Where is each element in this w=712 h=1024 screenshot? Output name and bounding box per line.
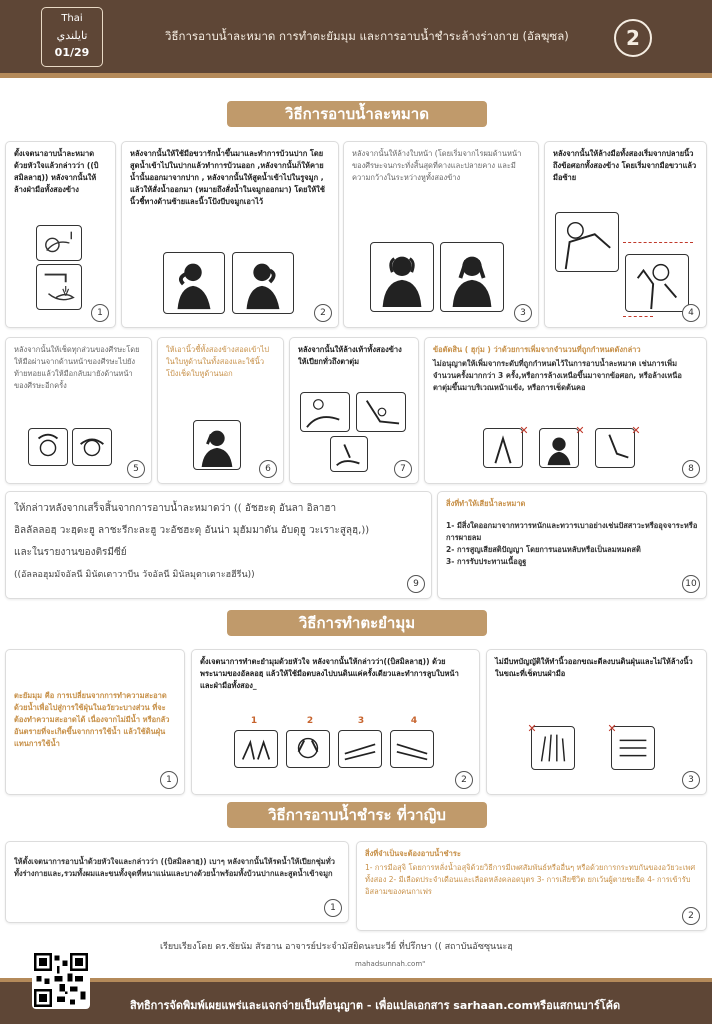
direction-arrow-icon	[623, 242, 693, 243]
direction-arrow-bottom-icon	[623, 316, 653, 317]
foot-washing-side-illustration-icon	[356, 392, 406, 432]
nullifiers-number: 10	[682, 575, 700, 593]
wudu-step-4-text: หลังจากนั้นให้ล้างมือทั้งสองเริ่มจากปลายนิ้วถึงข้อศอกทั้งสองข้าง โดยเริ่มจากมือขวาแล้วมือซ้าย	[553, 149, 697, 182]
wudu-step-7-text: หลังจากนั้นให้ล้างเท้าทั้งสองข้างให้เปียกทั่วถึงตาตุ่ม	[298, 345, 402, 366]
ear-wiping-illustration-icon	[193, 420, 241, 470]
header-accent-line	[0, 73, 712, 78]
ghusl-obligations-card	[356, 841, 707, 931]
tayammum-definition-number: 1	[160, 771, 178, 789]
tayammum-method-number: 2	[455, 771, 473, 789]
head-wiping-back-illustration-icon	[72, 428, 112, 466]
nose-rinsing-illustration-icon	[232, 252, 294, 314]
foot-closeup-illustration-icon	[330, 436, 368, 472]
wudu-dua-number: 9	[407, 575, 425, 593]
nullifiers-content	[446, 498, 698, 568]
prohibited-x-icon-5: ✕	[607, 722, 617, 735]
wudu-step-8-number: 8	[682, 460, 700, 478]
wudu-step-1-card	[5, 141, 116, 328]
tayammum-note-number: 3	[682, 771, 700, 789]
wudu-step-8-text: ไม่อนุญาตให้เพิ่มจากระดับที่ถูกกำหนดไว้ในการอาบน้ำละหมาด เช่นการเพิ่มจำนวนครั้งมากกว่า 3 ครั้ง,หรือการล้างเหนือขึ้นมาจากข้อศอก, หรือล้างเหนือตาตุ่มขึ้นมาบริเวณหน้าแข้ง, หรือการเช็ดต้นคอ	[433, 359, 682, 392]
wudu-step-5-text: หลังจากนั้นให้เช็ดทุกส่วนของศีรษะโดยให้มือผ่านจากด้านหน้าของศีรษะไปยังท้ายทอยแล้วให้มือกลับมายังด้านหน้าของศีรษะอีกครั้ง	[14, 345, 140, 390]
ghusl-method-card	[5, 841, 349, 923]
dua-line-2: อิลลัลลอฮฺ วะฮฺดะฮู ลาชะรีกะละฮู วะอัชฮะดุ อันน่า มุฮัมมาดัน อับดุฮู วะเราะสูลุฮฺ,))	[14, 525, 370, 536]
wudu-step-2-card	[121, 141, 339, 328]
tayammum-note-text: ไม่มีบทบัญญัติให้ทำนิ้วออกขณะตีลงบนดินฝุ่นและไม่ให้ล้างนิ้ว ในขณะที่เช็ดบนฝ่ามือ	[495, 657, 693, 678]
tayammum-method-text: ตั้งเจตนาการทำตะยำมุมด้วยหัวใจ หลังจากนั้นให้กล่าวว่า((บิสมิลลาฮฺ)) ด้วยพระนามของอัลลอฮฺ แล้วให้ใช้มือตบลงไปบนดินแค่ครั้งเดียวและทำการลูบใบหน้าและฝ่ามือทั้งสอง_	[200, 657, 459, 690]
tayammum-step-2-label: 2	[306, 716, 314, 726]
prohibited-x-icon-4: ✕	[527, 722, 537, 735]
badge-page: 01/29	[54, 46, 90, 59]
tayammum-step-4-label: 4	[410, 716, 418, 726]
wudu-step-3-card	[343, 141, 539, 328]
tayammum-note-card	[486, 649, 707, 795]
tayammum-step-1-label: 1	[250, 716, 258, 726]
head-wiping-illustration-icon	[28, 428, 68, 466]
tayammum-definition-text: ตะยัมมุม คือ การเปลี่ยนจากการทำความสะอาดด้วยน้ำเพื่อไปสู่การใช้ฝุ่นในอวัยวะบางส่วน ที่จะต้องทำความสะอาดได้ เนื่องจากไม่มีน้ำ หรือกลัวอันตรายที่จะเกิดขึ้นจากการใช้น้ำ แล้วใช้ดินฝุ่นแทนการใช้น้ำ	[14, 691, 170, 748]
wudu-step-4-card	[544, 141, 707, 328]
wudu-step-3-text: หลังจากนั้นให้ล้างใบหน้า (โดยเริ่มจากไรผมด้านหน้าของศีรษะจนกระทั่งสิ้นสุดที่คางและปลายคาง และมีความกว้างในระหว่างหูทั้งสองข้าง	[352, 149, 522, 182]
wipe-left-hand-illustration-icon	[390, 730, 434, 768]
qr-code-icon[interactable]	[32, 951, 90, 1009]
arm-washing-left-illustration-icon	[625, 254, 689, 312]
wudu-step-5-card	[5, 337, 152, 484]
prohibited-x-icon-3: ✕	[631, 424, 641, 437]
foot-washing-illustration-icon	[300, 392, 350, 432]
dua-line-1: ให้กล่าวหลังจากเสร็จสิ้นจากการอาบน้ำละหมาดว่า (( อัชฮะดุ อันลา อิลาฮา	[14, 503, 337, 514]
website-link[interactable]: mahadsunnah.com"	[355, 960, 426, 968]
tayammum-definition-card	[5, 649, 185, 795]
copyright-notice: สิทธิการจัดพิมพ์เผยแพร่และแจกจ่ายเป็นที่อนุญาต - เพื่อแปลเอกสาร sarhaan.comหรือแสกนบาร์โค้ด	[130, 999, 621, 1012]
author-byline: เรียบเรียงโดย ดร.ซัยนัม สัรฮาน อาจารย์ประจำมัสยิดนะบะวีย์ ที่ปรึกษา (( สถาบันอัซซุนนะฮฺ	[160, 942, 513, 952]
wudu-step-1-text: ตั้งเจตนาอาบน้ำละหมาดด้วยหัวใจแล้วกล่าวว่า ((บิสมิลลาฮฺ)) หลังจากนั้นให้ล้างฝ่ามือทั้งสองข้าง	[14, 149, 99, 194]
face-washing-front-illustration-icon	[440, 242, 504, 312]
wudu-step-2-text: หลังจากนั้นให้ใช้มือขวารักน้ำขึ้นมาและทำการบ้วนปาก โดยสูดน้ำเข้าไปในปากแล้วทำการบ้วนออก ,หลังจากนั้นก็ให้คายน้ำนั้นออกมาจากปาก , หลังจากนั้นให้สูดน้ำเข้าไปในรูจมูก , แล้วให้สั่งน้ำออกมา (หมายถึงสั่งน้ำในจมูกออกมา) โดยให้ใช้นิ้วชี้ทางด้านซ้ายและนิ้วโป้งบีบจมูกเอาไว้	[130, 149, 325, 206]
nullifier-item-3: 3- การรับประทานเนื้ออูฐ	[446, 557, 527, 566]
nullifier-item-1: 1- มีสิ่งใดออกมาจากทวารหนักและทวารเบาอย่างเช่นปัสสาวะหรืออุจจาระหรือการผายลม	[446, 521, 698, 542]
nullifier-item-2: 2- การสูญเสียสติปัญญา โดยการนอนหลับหรือเป็นลมหมดสติ	[446, 545, 641, 554]
wudu-dua-card	[5, 491, 432, 599]
page-number-badge: 2	[614, 19, 652, 57]
dua-line-3: และในรายงานของติรมีซีย์	[14, 547, 127, 558]
interlace-fingers-illustration-icon	[611, 726, 655, 770]
wudu-step-6-text: ให้เอานิ้วชี้ทั้งสองข้างสอดเข้าไปในใบหูด้านในทั้งสองและใช้นิ้วโป้งเช็ดใบหูด้านนอก	[166, 345, 270, 378]
wudu-step-5-number: 5	[127, 460, 145, 478]
wudu-step-4-number: 4	[682, 304, 700, 322]
badge-language: Thai	[61, 13, 83, 24]
spread-fingers-illustration-icon	[531, 726, 575, 770]
tayammum-step-3-label: 3	[357, 716, 365, 726]
wipe-face-illustration-icon	[286, 730, 330, 768]
ghusl-obligations-text: 1- การมีอสุจิ โดยการหลั่งน้ำอสุจิด้วยวิธีการมีเพศสัมพันธ์หรืออื่นๆ หรือด้วยการกระทบกันของอวัยวะเพศทั้งสอง 2- มีเลือดประจำเดือนและเลือดหลังคลอดบุตร 3- การเสียชีวิต ยกเว้นผู้ตายชะฮีด 4- การเข้ารับอิสลามของคนกาเฟร	[365, 863, 696, 896]
wudu-step-6-card	[157, 337, 284, 484]
wudu-step-8-title: ข้อตัดสิน ( ฮุกุ่ม ) ว่าด้วยการเพิ่มจากจำนวนที่ถูกกำหนดดังกล่าว	[433, 345, 641, 354]
neck-wiping-illustration-icon	[539, 428, 579, 468]
wudu-step-2-number: 2	[314, 304, 332, 322]
handwash-illustration-icon	[36, 225, 82, 261]
document-title: วิธีการอาบน้ำละหมาด การทำตะยัมมุม และการอาบน้ำชำระล้างร่างกาย (อัลฆุซล)	[165, 29, 569, 43]
wudu-step-8-card	[424, 337, 707, 484]
wudu-step-7-card	[289, 337, 419, 484]
section-title-ghusl: วิธีการอาบน้ำชำระ ที่วาญิบ	[227, 802, 487, 828]
language-badge	[41, 7, 103, 67]
wudu-dua-text	[14, 498, 423, 586]
prohibited-x-icon-2: ✕	[575, 424, 585, 437]
prohibited-x-icon: ✕	[519, 424, 529, 437]
ghusl-method-number: 1	[324, 899, 342, 917]
over-washing-arm-illustration-icon	[483, 428, 523, 468]
badge-script: تايلندي	[56, 29, 88, 42]
arm-washing-illustration-icon	[555, 212, 619, 272]
wudu-step-3-number: 3	[514, 304, 532, 322]
wudu-step-7-number: 7	[394, 460, 412, 478]
section-title-tayammum: วิธีการทำตะยำมุม	[227, 610, 487, 636]
ghusl-obligations-number: 2	[682, 907, 700, 925]
faucet-illustration-icon	[36, 264, 82, 310]
nullifiers-title: สิ่งที่ทำให้เสียน้ำละหมาด	[446, 499, 526, 508]
face-washing-illustration-icon	[370, 242, 434, 312]
wudu-nullifiers-card	[437, 491, 707, 599]
tayammum-method-card	[191, 649, 480, 795]
section-title-wudu: วิธีการอาบน้ำละหมาด	[227, 101, 487, 127]
ghusl-obligations-content	[365, 848, 698, 898]
wipe-right-hand-illustration-icon	[338, 730, 382, 768]
ghusl-obligations-title: สิ่งที่จำเป็นจะต้องอาบน้ำชำระ	[365, 849, 461, 858]
rinsing-mouth-illustration-icon	[163, 252, 225, 314]
wudu-step-8-content	[433, 344, 698, 394]
dua-line-4: ((อัลลอฮุมมัจอัลนี มินัตเตาวาบีน วัจอัลนี มินัลมุตาเตาะฮฮีรีน))	[14, 570, 255, 580]
over-washing-leg-illustration-icon	[595, 428, 635, 468]
ghusl-method-text: ให้ตั้งเจตนาการอาบน้ำด้วยหัวใจและกล่าวว่า ((บิสมิลลาฮฺ)) เบาๆ หลังจากนั้นให้รดน้ำให้เปียกชุ่มทั่วทั้งร่างกายและ,รวมทั้งผมและขนทั้งจุดที่หนาแน่นและบางด้วยน้ำพร้อมทั้งบ้วนปากและสูดน้ำเข้าจมูก	[14, 857, 335, 878]
strike-ground-illustration-icon	[234, 730, 278, 768]
wudu-step-6-number: 6	[259, 460, 277, 478]
wudu-step-1-number: 1	[91, 304, 109, 322]
